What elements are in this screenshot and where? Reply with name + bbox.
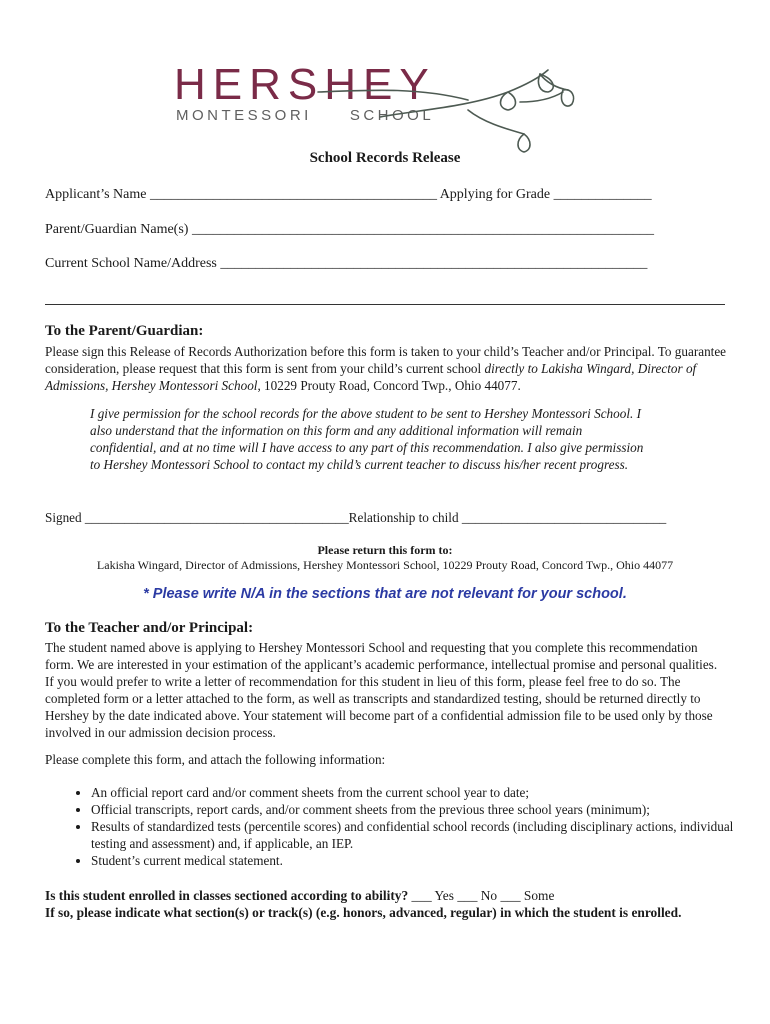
return-address: Lakisha Wingard, Director of Admissions, Hershey Montessori School, 10229 Prouty Road, Concord Twp., Ohio 44077 xyxy=(96,558,674,572)
list-item: • Official transcripts, report cards, and/or comment sheets from the previous three school years (minimum); xyxy=(91,801,770,818)
ability-options[interactable]: ___ Yes ___ No ___ Some xyxy=(411,888,555,903)
current-school-field[interactable]: Current School Name/Address _____________________________________________________________ xyxy=(45,256,648,271)
logo-subtitle-right: SCHOOL xyxy=(349,107,435,124)
list-item: • Results of standardized tests (percentile scores) and confidential school records (including disciplinary actions, individual testing and assessment) and, if applicable, an IEP. xyxy=(91,818,770,852)
school-logo xyxy=(168,62,578,154)
na-note: * Please write N/A in the sections that are not relevant for your school. xyxy=(143,586,627,602)
form-title: School Records Release xyxy=(309,150,461,166)
parent-instructions-text-1: Please sign this Release of Records Authorization before this form is taken to your child’s Teacher and/or Principal. To guarantee consideration, please request that this form is sent from your child’s current school xyxy=(45,344,727,376)
logo-wordmark: HERSHEY xyxy=(174,60,436,109)
list-item: • Student’s current medical statement. xyxy=(91,852,770,869)
parent-section-heading: To the Parent/Guardian: xyxy=(45,323,204,339)
permission-statement: I give permission for the school records for the above student to be sent to Hershey Montessori School. I also understand that the information on this form and any additional information will remain confidential, and at no time will I have access to any part of this recommendation. I also give permission to Hershey Montessori School to contact my child’s current teacher to discuss his/her recent progress. xyxy=(90,406,644,472)
ability-question-text: Is this student enrolled in classes sectioned according to ability? xyxy=(45,888,409,903)
logo-subtitle-left: MONTESSORI xyxy=(176,107,312,124)
parent-instructions-italic: directly to Lakisha Wingard, Director of Admissions, Hershey Montessori School xyxy=(45,361,697,393)
parent-guardian-field[interactable]: Parent/Guardian Name(s) __________________________________________________________________ xyxy=(45,222,654,237)
address-continuation-line[interactable] xyxy=(45,304,725,305)
applicant-name-field[interactable]: Applicant’s Name _________________________________________ Applying for Grade ______________ xyxy=(45,187,652,202)
parent-instructions-text-2: , 10229 Prouty Road, Concord Twp., Ohio 44077. xyxy=(257,378,521,393)
parent-instructions xyxy=(45,343,727,394)
signature-field[interactable]: Signed ________________________________________Relationship to child _______________________________ xyxy=(45,510,667,525)
list-item: • An official report card and/or comment sheets from the current school year to date; xyxy=(91,784,770,801)
attachment-list xyxy=(45,784,770,869)
return-heading: Please return this form to: xyxy=(317,543,453,557)
attach-instructions: Please complete this form, and attach the following information: xyxy=(45,752,386,767)
section-question: If so, please indicate what section(s) or track(s) (e.g. honors, advanced, regular) in which the student is enrolled. xyxy=(45,905,682,920)
teacher-section-heading: To the Teacher and/or Principal: xyxy=(45,620,254,636)
teacher-instructions: The student named above is applying to Hershey Montessori School and requesting that you complete this recommendation form. We are interested in your estimation of the applicant’s academic performance, intellectual promise and personal qualities. If you would prefer to write a letter of recommendation for this student in lieu of this form, please feel free to do so. The completed form or a letter attached to the form, as well as transcripts and standardized testing, should be returned directly to Hershey by the date indicated above. Your statement will become part of a confidential admission file to be used only by those involved in our admission decision process. xyxy=(45,640,718,740)
ability-question xyxy=(45,888,554,904)
leaf-branch-icon xyxy=(168,62,578,154)
